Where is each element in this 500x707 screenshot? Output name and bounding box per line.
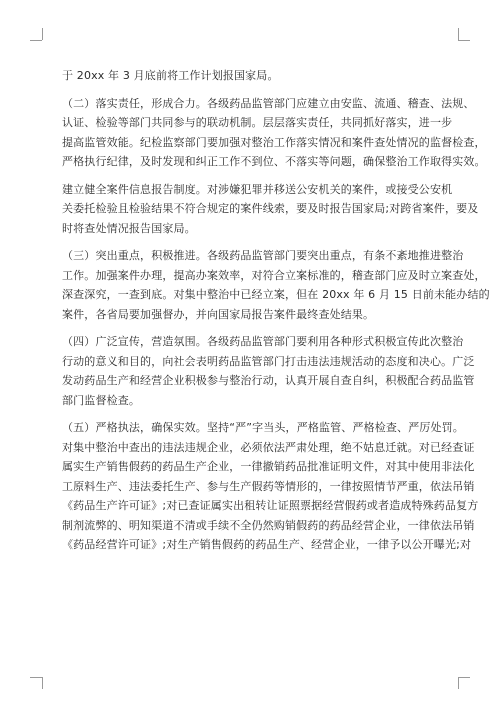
text-line: 属实生产销售假药的药品生产企业，一律撤销药品批准证明文件，对其中使用非法化 [62,460,475,473]
text-line: 行动的意义和目的，向社会表明药品监管部门打击违法违规活动的态度和决心。广泛 [62,354,475,368]
para-implementation [62,94,486,172]
text-line: 制剂流弊的、明知渠道不清或手续不全仍然购销假药的药品经营企业，一律依法吊销 [62,518,475,532]
para-reporting [62,180,479,239]
para-enforcement [62,418,479,555]
text-line: 部门监督检查。 [62,393,141,407]
text-line: 建立健全案件信息报告制度。对涉嫌犯罪并移送公安机关的案件，或接受公安机 [62,182,453,196]
text-line: 《药品经营许可证》;对生产销售假药的药品生产、经营企业，一律予以公开曝光;对 [62,538,472,551]
text-line: （四）广泛宣传，营造氛围。各级药品监管部门要利用各种形式积极宣传此次整治 [62,335,464,348]
crop-mark-bottom-left-horizontal [30,677,42,678]
text-line: （三）突出重点，积极推进。各级药品监管部门要突出重点，有条不紊地推进整治 [62,249,464,262]
crop-mark-bottom-right-vertical [458,677,459,689]
text-line: 发动药品生产和经营企业积极参与整治行动，认真开展自查自纠，积极配合药品监管 [62,374,475,387]
text-line: 深查深究，一查到底。对集中整治中已经立案，但在 20xx 年 6 月 15 日前未能办结的 [62,288,490,301]
text-line: 认证、检验等部门共同参与的联动机制。层层落实责任，共同抓好落实，进一步 [62,116,453,129]
para-intro-tail [62,66,442,86]
para-publicity [62,332,475,410]
crop-mark-top-left-horizontal [30,40,42,41]
text-line: （五）严格执法，确保实效。坚持“严”字当头，严格监管、严格检查、严厉处罚。 [62,421,464,434]
text-line: 案件，各省局要加强督办，并向国家局报告案件最终查处结果。 [62,307,375,321]
text-line: （二）落实责任，形成合力。各级药品监管部门应建立由安监、流通、稽查、法规、 [62,96,475,110]
crop-mark-top-right-vertical [458,28,459,40]
text-line: 提高监管效能。纪检监察部门要加强对整治工作落实情况和案件查处情况的监督检查， [62,135,486,149]
text-line: 于 20xx 年 3 月底前将工作计划报国家局。 [62,69,279,82]
text-line: 《药品生产许可证》;对已查证属实出租转让证照票据经营假药或者造成特殊药品复方 [62,499,479,512]
para-key-points [62,246,490,324]
crop-mark-top-left-vertical [42,28,43,40]
document-body [62,66,490,563]
text-line: 工原料生产、违法委托生产、参与生产假药等情形的，一律按照情节严重，依法吊销 [62,479,475,493]
text-line: 工作。加强案件办理，提高办案效率，对符合立案标准的，稽查部门应及时立案查处， [62,268,486,282]
text-line: 关委托检验且检验结果不符合规定的案件线索，要及时报告国家局;对跨省案件，要及 [62,202,479,215]
text-line: 对集中整治中查出的违法违规企业，必须依法严肃处理，绝不姑息迁就。对已经查证 [62,440,475,454]
crop-mark-bottom-right-horizontal [458,677,470,678]
text-line: 时将查处情况报告国家局。 [62,221,196,235]
crop-mark-top-right-horizontal [458,40,470,41]
crop-mark-bottom-left-vertical [42,677,43,689]
text-line: 严格执行纪律，及时发现和纠正工作不到位、不落实等问题，确保整治工作取得实效。 [62,155,486,168]
